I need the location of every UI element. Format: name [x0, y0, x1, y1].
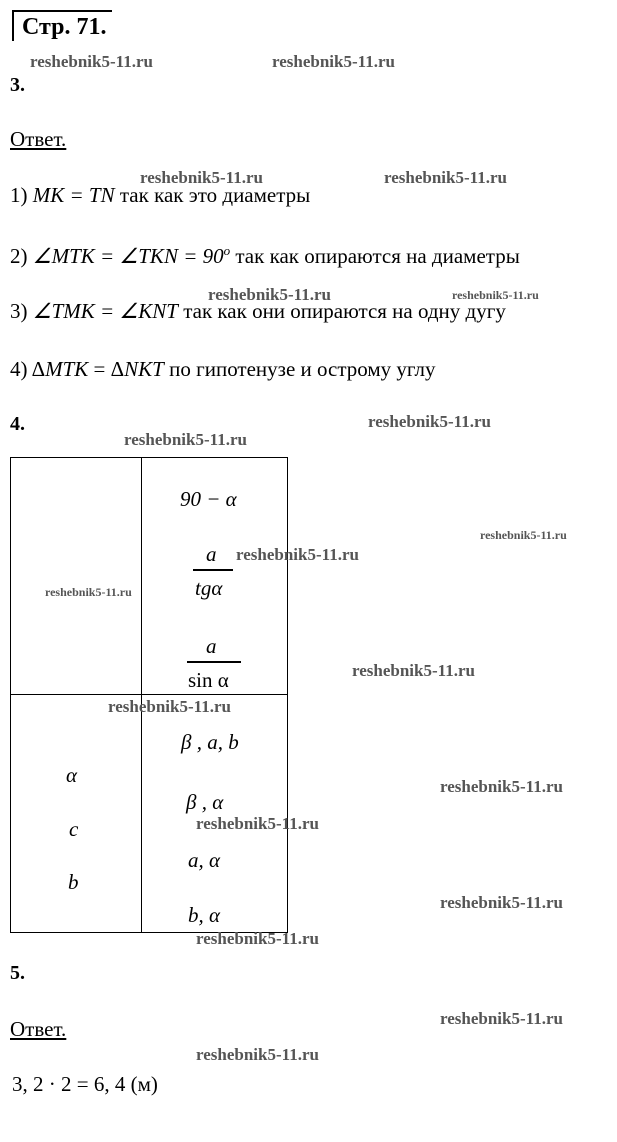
- watermark: reshebnik5-11.ru: [452, 288, 539, 302]
- fraction-2-bar: [187, 661, 241, 663]
- result-1: β , a, b: [181, 730, 239, 754]
- degree-symbol: o: [223, 243, 231, 258]
- task-3-answer-label: Ответ.: [10, 127, 67, 151]
- watermark: reshebnik5-11.ru: [196, 1045, 319, 1064]
- task-3-item-4: [10, 357, 435, 382]
- task-5-number: 5.: [10, 962, 25, 984]
- page-number: Стр. 71: [22, 14, 101, 40]
- watermark: reshebnik5-11.ru: [236, 545, 359, 564]
- watermark: reshebnik5-11.ru: [440, 777, 563, 796]
- result-2: β , α: [186, 790, 224, 814]
- watermark: reshebnik5-11.ru: [480, 528, 567, 542]
- complement-angle: 90 − α: [180, 487, 237, 511]
- task-5-result: 3, 2 · 2 = 6, 4 (м): [12, 1072, 158, 1096]
- watermark: reshebnik5-11.ru: [30, 52, 153, 71]
- item-text: по гипотенузе и острому углу: [169, 357, 436, 381]
- item-number: 2): [10, 244, 28, 268]
- page-dot: .: [100, 14, 107, 40]
- fraction-1-numerator: a: [206, 542, 217, 566]
- given-alpha: α: [66, 763, 78, 787]
- given-c: c: [69, 817, 79, 841]
- fraction-2-numerator: a: [206, 634, 217, 658]
- watermark: reshebnik5-11.ru: [140, 168, 263, 187]
- watermark: reshebnik5-11.ru: [196, 814, 319, 833]
- math-expression: ∠MTK = ∠TKN = 90: [32, 244, 224, 268]
- watermark: reshebnik5-11.ru: [272, 52, 395, 71]
- fraction-1-denominator: tgα: [195, 576, 223, 600]
- item-number: 3): [10, 299, 28, 323]
- task-4-number: 4.: [10, 413, 25, 435]
- watermark: reshebnik5-11.ru: [208, 285, 331, 304]
- watermark: reshebnik5-11.ru: [352, 661, 475, 680]
- watermark: reshebnik5-11.ru: [384, 168, 507, 187]
- triangle-symbol: Δ: [110, 357, 125, 381]
- item-text: так как опираются на диаметры: [235, 244, 520, 268]
- task-3-number: 3.: [10, 74, 25, 96]
- item-text: так как они опираются на одну дугу: [183, 299, 506, 323]
- triangle-symbol: Δ: [31, 357, 46, 381]
- math-expression: MK = TN: [32, 183, 115, 207]
- watermark: reshebnik5-11.ru: [440, 893, 563, 912]
- item-number: 4): [10, 357, 28, 381]
- triangle-name: NKT: [124, 357, 164, 381]
- watermark: reshebnik5-11.ru: [108, 697, 231, 716]
- watermark: reshebnik5-11.ru: [124, 430, 247, 449]
- result-4: b, α: [188, 903, 221, 927]
- item-number: 1): [10, 183, 28, 207]
- result-3: a, α: [188, 848, 221, 872]
- task-5-answer-label: Ответ.: [10, 1017, 67, 1041]
- given-b: b: [68, 870, 79, 894]
- equals-sign: =: [88, 357, 111, 381]
- task-3-item-2: [10, 243, 520, 269]
- watermark: reshebnik5-11.ru: [45, 585, 132, 599]
- watermark: reshebnik5-11.ru: [440, 1009, 563, 1028]
- watermark: reshebnik5-11.ru: [368, 412, 491, 431]
- page-header: [12, 10, 112, 41]
- triangle-name: MTK: [45, 357, 89, 381]
- watermark: reshebnik5-11.ru: [196, 929, 319, 948]
- fraction-2-denominator: sin α: [188, 668, 229, 692]
- math-expression: ∠TMK = ∠KNT: [32, 299, 178, 323]
- item-text: так как это диаметры: [119, 183, 311, 207]
- fraction-1-bar: [193, 569, 233, 571]
